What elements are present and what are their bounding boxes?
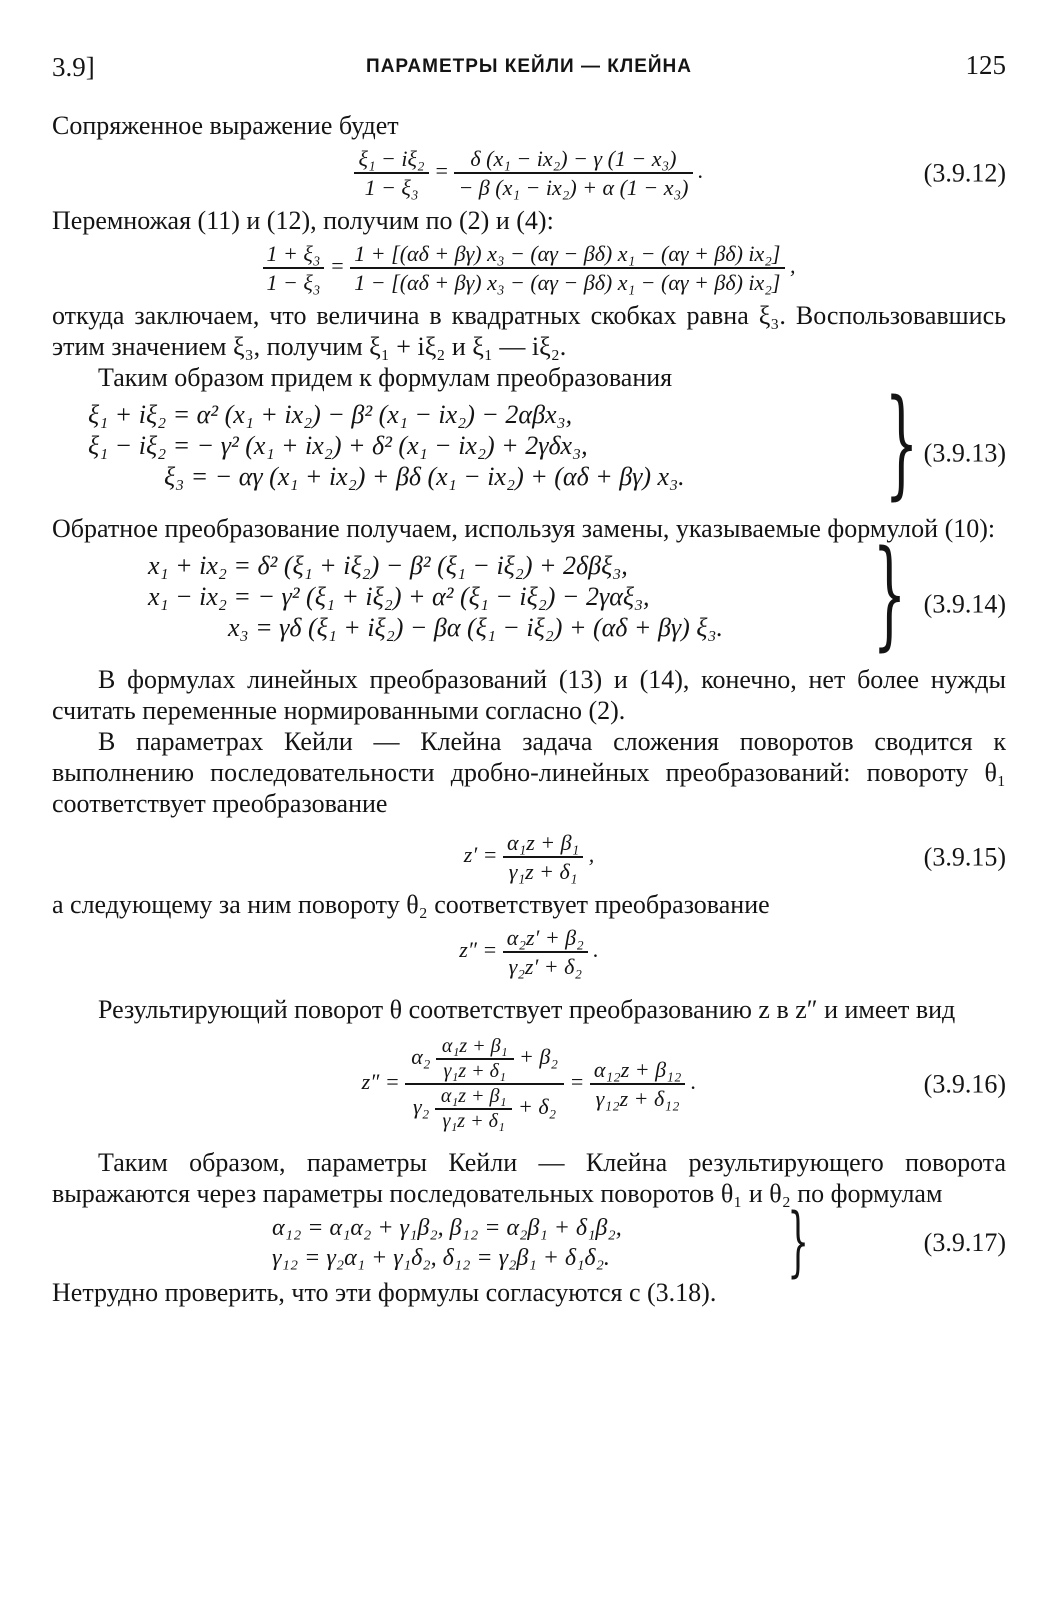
equation-3-9-16: z″ = α₂ $\frac{\text{α₁z + β₁}}{\text{γ₁z + δ₁}}$ + β₂ γ₂ $\frac{\text{α₁z + β₁}}{\text{γ₁z + δ₁}}$ + δ₂ = $\frac{\text{α₁₂z + β₁₂}}{\text{γ₁₂z + δ₁₂}}$ . (3.9.16) xyxy=(361,1035,1006,1132)
equation-line: x₁ + ix₂ = δ² (ξ₁ + iξ₂) − β² (ξ₁ − iξ₂) + 2δβξ₃, xyxy=(148,551,628,580)
paragraph-verify: Нетрудно проверить, что эти формулы согласуются с (3.18). xyxy=(52,1278,717,1307)
equation-lines xyxy=(148,550,723,643)
paragraph-conclusion: откуда заключаем, что величина в квадратных скобках равна ξ₃. Воспользовавшись этим значением ξ₃, получим ξ₁ + iξ₂ и ξ₁ — iξ₂. xyxy=(52,301,1006,361)
numerator: 1 + ξ₃ xyxy=(263,240,325,269)
addend: + δ₂ xyxy=(517,1094,557,1120)
fraction xyxy=(503,924,588,980)
equation-line: ξ₃ = − αγ (x₁ + ix₂) + βδ (x₁ − ix₂) + (αδ + βγ) x₃. xyxy=(164,462,685,491)
paragraph-transform-intro: Таким образом придем к формулам преобразования xyxy=(98,363,673,392)
denominator: γ₁₂z + δ₁₂ xyxy=(595,1086,680,1111)
numerator: 1 + [(αδ + βγ) x₃ − (αγ − βδ) x₁ − (αγ + βδ) ix₂] xyxy=(350,240,784,269)
equation-tag: (3.9.14) xyxy=(923,589,1006,619)
equation-tag: (3.9.16) xyxy=(923,1069,1006,1099)
equation-tag: (3.9.13) xyxy=(923,438,1006,468)
addend: + β₂ xyxy=(519,1044,558,1070)
equation-second-transform: z″ = $\frac{\text{α₂z′ + β₂}}{\text{γ₂z′ + δ₂}}$ . xyxy=(459,925,599,979)
paragraph-conjugate: Сопряженное выражение будет xyxy=(52,111,399,140)
paragraph-result: Результирующий поворот θ соответствует преобразованию z в z″ и имеет вид xyxy=(98,995,956,1024)
denominator: γ₁z + δ₁ xyxy=(508,859,578,884)
coefficient: α₂ xyxy=(411,1044,431,1070)
numerator: α₁z + β₁ xyxy=(435,1085,513,1110)
section-number: 3.9] xyxy=(52,52,95,82)
fraction xyxy=(503,829,583,885)
fraction xyxy=(354,145,428,201)
equation-tag: (3.9.17) xyxy=(923,1228,1006,1257)
right-brace: } xyxy=(872,524,907,662)
equation-line: x₁ − ix₂ = − γ² (ξ₁ + iξ₂) + α² (ξ₁ − iξ₂) − 2γαξ₃, xyxy=(148,582,650,611)
paragraph-linear-note: В формулах линейных преобразований (13) и (14), конечно, нет более нужды считать переменные нормированными согласно (2). xyxy=(52,665,1006,725)
equation-line: ξ₁ + iξ₂ = α² (x₁ + ix₂) − β² (x₁ − ix₂) − 2αβx₃, xyxy=(88,400,573,429)
page-body xyxy=(52,110,1006,1308)
equation-line: ξ₁ − iξ₂ = − γ² (x₁ + ix₂) + δ² (x₁ − ix₂) + 2γδx₃, xyxy=(88,431,588,460)
denominator: − β (x₁ − ix₂) + α (1 − x₃) xyxy=(458,175,689,200)
right-brace: } xyxy=(787,1196,810,1285)
paragraph-next-rotation: а следующему за ним повороту θ₂ соответствует преобразование xyxy=(52,890,770,919)
right-brace: } xyxy=(884,373,919,511)
equation-3-9-15: z′ = $\frac{\text{α₁z + β₁}}{\text{γ₁z + δ₁}}$ , (3.9.15) xyxy=(463,830,1006,884)
denominator: γ₂z′ + δ₂ xyxy=(508,954,582,979)
numerator: α₂z′ + β₂ xyxy=(503,924,588,953)
numerator: δ (x₁ − ix₂) − γ (1 − x₃) xyxy=(454,145,692,174)
fraction xyxy=(350,240,784,296)
running-header xyxy=(52,38,1006,82)
equation-line: α₁₂ = α₁α₂ + γ₁β₂, β₁₂ = α₂β₁ + δ₁β₂, xyxy=(272,1215,622,1241)
page-number: 125 xyxy=(965,50,1006,80)
compound-fraction xyxy=(405,1035,564,1133)
paragraph-inverse: Обратное преобразование получаем, используя замены, указываемые формулой (10): xyxy=(52,514,996,543)
compound-denominator xyxy=(405,1085,564,1133)
fraction xyxy=(454,145,692,201)
paragraph-cayley-klein: В параметрах Кейли — Клейна задача сложения поворотов сводится к выполнению последовательности дробно-линейных преобразований: повороту θ₁ соответствует преобразование xyxy=(52,727,1006,818)
equation-3-9-12: $\frac{\text{ξ₁ − iξ₂}}{\text{1 − ξ₃}}$ = $\frac{\text{δ (x₁ − ix₂) − γ (1 − x₃)}}{\text{− β (x₁ − ix₂) + α (1 − x₃)}}$ . (3.9.12) xyxy=(52,145,1006,201)
equation-lines xyxy=(88,399,685,492)
numerator: α₁z + β₁ xyxy=(503,829,583,858)
denominator: γ₁z + δ₁ xyxy=(442,1110,505,1132)
fraction xyxy=(590,1056,686,1112)
equation-product: $\frac{\text{1 + ξ₃}}{\text{1 − ξ₃}}$ = $\frac{\text{1 + [(αδ + βγ) x₃ − (αγ − βδ) x₁ − (αγ + βδ) ix₂]}}{\text{1 − [(αδ + βγ) x₃ − (αγ − βδ) x₁ − (αγ + βδ) ix₂]}}$ , xyxy=(52,240,1006,296)
compound-numerator xyxy=(405,1035,564,1085)
denominator: γ₁z + δ₁ xyxy=(443,1060,506,1082)
equation-tag: (3.9.12) xyxy=(923,158,1006,188)
coefficient: γ₂ xyxy=(412,1094,430,1120)
equation-3-9-17 xyxy=(52,1196,1006,1285)
running-title: ПАРАМЕТРЫ КЕЙЛИ — КЛЕЙНА xyxy=(366,56,692,77)
paragraph-multiply: Перемножая (11) и (12), получим по (2) и (4): xyxy=(52,206,554,235)
numerator: α₁z + β₁ xyxy=(436,1035,514,1060)
equation-lhs: z″ = xyxy=(361,1069,400,1095)
equation-line: x₃ = γδ (ξ₁ + iξ₂) − βα (ξ₁ − iξ₂) + (αδ + βγ) ξ₃. xyxy=(228,613,723,642)
fraction xyxy=(263,240,325,296)
equation-line: γ₁₂ = γ₂α₁ + γ₁δ₂, δ₁₂ = γ₂β₁ + δ₁δ₂. xyxy=(272,1245,610,1271)
equation-lhs: z′ = xyxy=(463,842,498,868)
book-page xyxy=(52,38,1006,1308)
denominator: 1 − [(αδ + βγ) x₃ − (αγ − βδ) x₁ − (αγ + βδ) ix₂] xyxy=(354,270,781,295)
equation-tag: (3.9.15) xyxy=(923,842,1006,872)
fraction xyxy=(435,1085,513,1133)
denominator: 1 − ξ₃ xyxy=(266,270,321,295)
equation-lines xyxy=(272,1213,622,1273)
fraction xyxy=(436,1035,514,1083)
numerator: α₁₂z + β₁₂ xyxy=(590,1056,686,1085)
equation-lhs: z″ = xyxy=(459,937,498,963)
numerator: ξ₁ − iξ₂ xyxy=(354,145,428,174)
denominator: 1 − ξ₃ xyxy=(364,175,419,200)
paragraph-composition: Таким образом, параметры Кейли — Клейна результирующего поворота выражаются через параметры последовательных поворотов θ₁ и θ₂ по формулам xyxy=(52,1148,1006,1208)
